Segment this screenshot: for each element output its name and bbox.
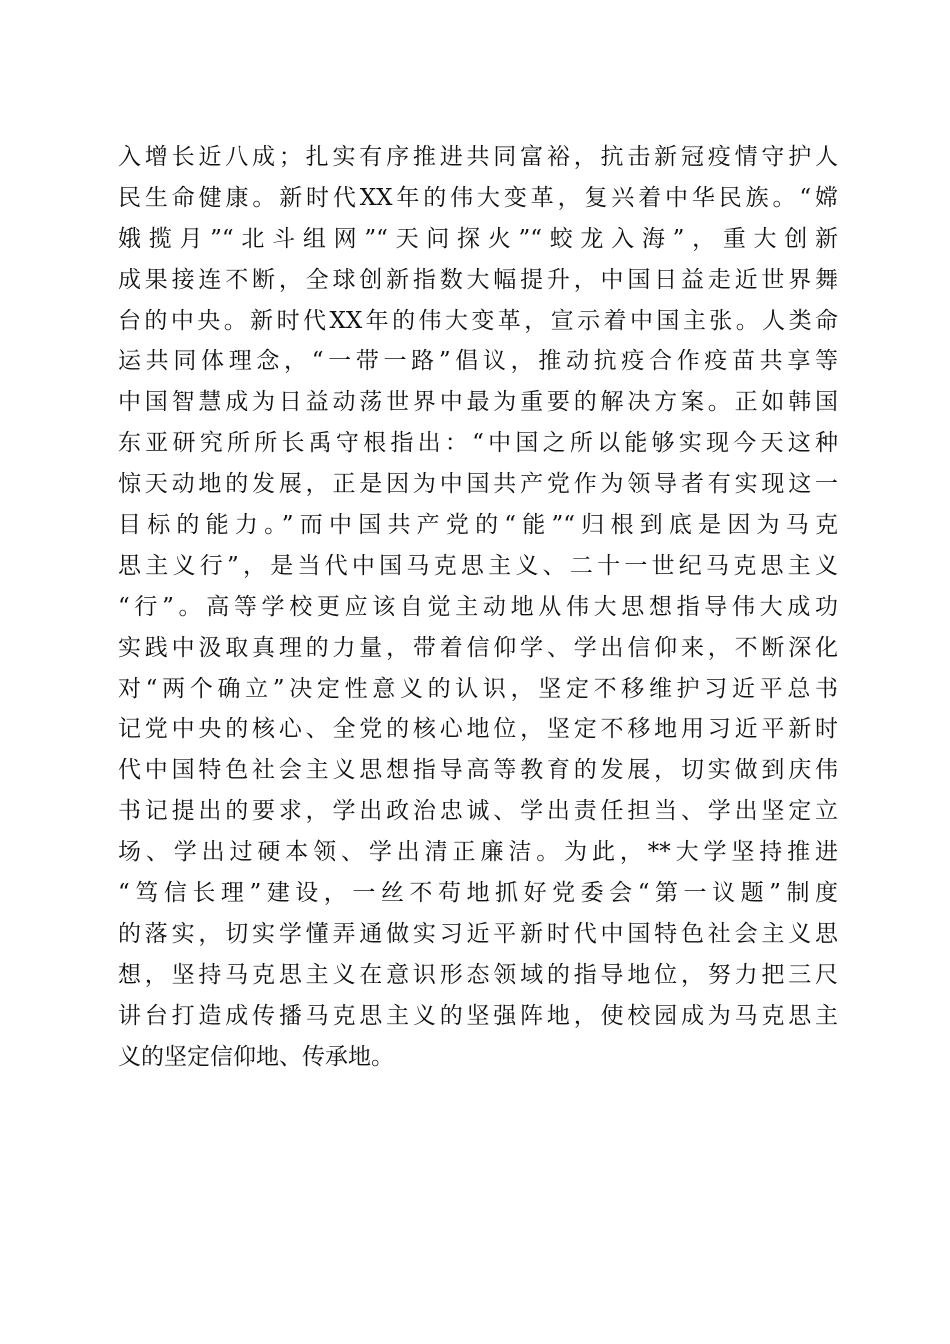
text-line: 讲台打造成传播马克思主义的坚强阵地，使校园成为马克思主: [118, 1002, 838, 1029]
text-line: 思主义行”，是当代中国马克思主义、二十一世纪马克思主义: [118, 552, 838, 579]
body-paragraph: [118, 137, 838, 1077]
text-line: 代中国特色社会主义思想指导高等教育的发展，切实做到庆伟: [118, 757, 838, 784]
text-line: 的落实，切实学懂弄通做实习近平新时代中国特色社会主义思: [118, 920, 838, 947]
text-line: 成果接连不断，全球创新指数大幅提升，中国日益走近世界舞: [118, 266, 838, 293]
text-line: 民生命健康。新时代XX年的伟大变革，复兴着中华民族。“嫦: [118, 184, 838, 211]
text-line: 运共同体理念，“一带一路”倡议，推动抗疫合作疫苗共享等: [118, 348, 838, 375]
text-line: 惊天动地的发展，正是因为中国共产党作为领导者有实现这一: [118, 471, 838, 498]
text-line: 想，坚持马克思主义在意识形态领域的指导地位，努力把三尺: [118, 961, 838, 988]
text-line: 台的中央。新时代XX年的伟大变革，宣示着中国主张。人类命: [118, 307, 838, 334]
text-line: 场、学出过硬本领、学出清正廉洁。为此，**大学坚持推进: [118, 839, 838, 866]
text-line: 东亚研究所所长禹守根指出：“中国之所以能够实现今天这种: [118, 430, 838, 457]
text-line: 对“两个确立”决定性意义的认识，坚定不移维护习近平总书: [118, 675, 838, 702]
text-line: 书记提出的要求，学出政治忠诚、学出责任担当、学出坚定立: [118, 798, 838, 825]
text-line: “行”。高等学校更应该自觉主动地从伟大思想指导伟大成功: [118, 593, 838, 620]
text-line: 记党中央的核心、全党的核心地位，坚定不移地用习近平新时: [118, 716, 838, 743]
text-line: 义的坚定信仰地、传承地。: [118, 1043, 394, 1070]
text-line: 入增长近八成；扎实有序推进共同富裕，抗击新冠疫情守护人: [118, 144, 838, 170]
text-line: “笃信长理”建设，一丝不苟地抓好党委会“第一议题”制度: [118, 880, 838, 907]
text-line: 实践中汲取真理的力量，带着信仰学、学出信仰来，不断深化: [118, 634, 838, 661]
text-line: 目标的能力。”而中国共产党的“能”“归根到底是因为马克: [118, 512, 838, 539]
text-line: 娥揽月”“北斗组网”“天问探火”“蛟龙入海”，重大创新: [118, 225, 838, 252]
text-line: 中国智慧成为日益动荡世界中最为重要的解决方案。正如韩国: [118, 389, 838, 416]
